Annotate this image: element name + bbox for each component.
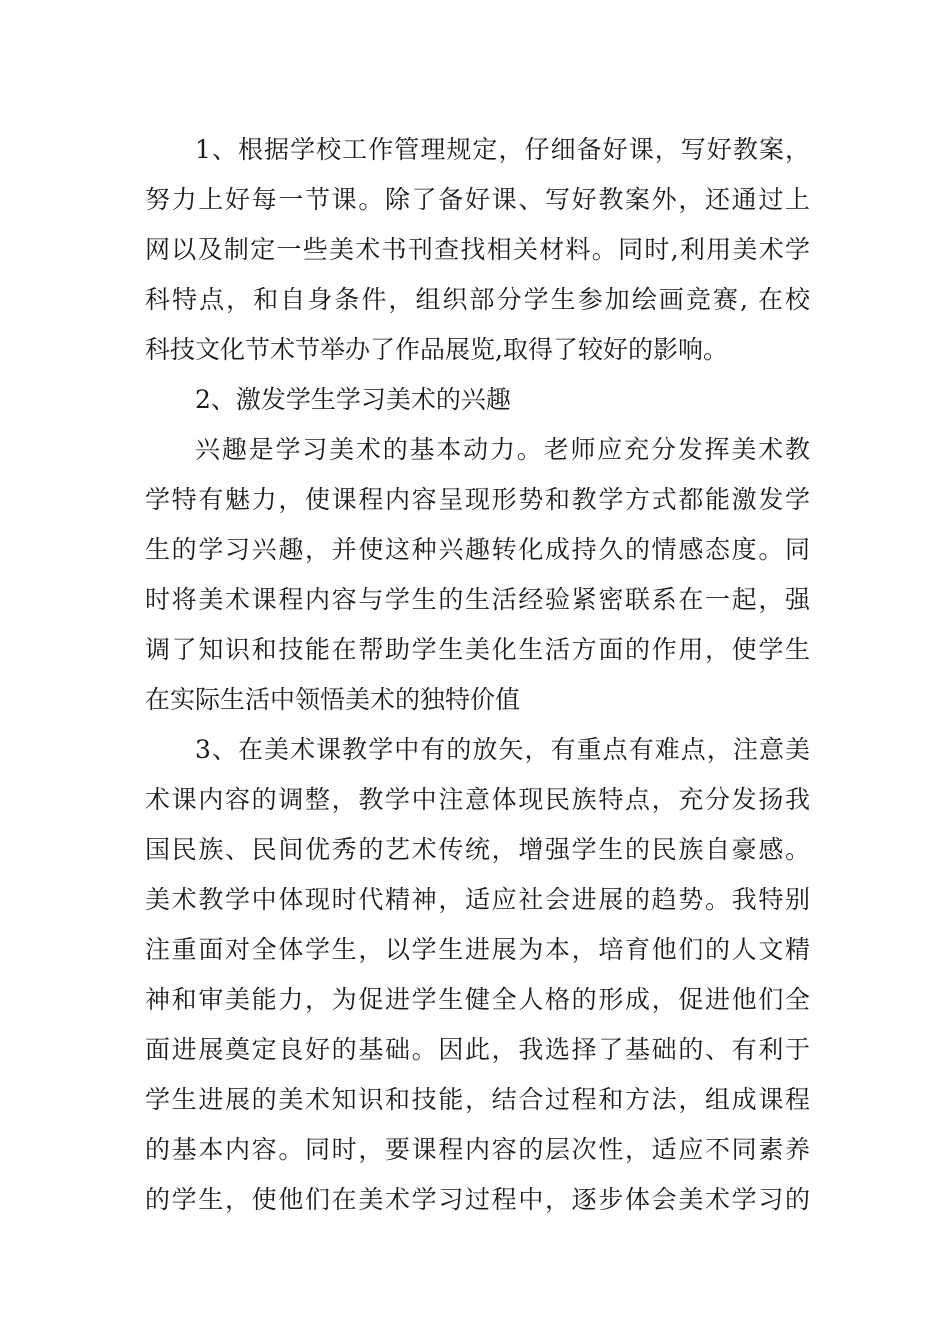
paragraph-3-line-5: 注重面对全体学生，以学生进展为本，培育他们的人文精 (145, 935, 810, 964)
paragraph-3-line-3: 国民族、民间优秀的艺术传统，增强学生的民族自豪感。 (145, 835, 810, 864)
paragraph-2-line-4: 时将美术课程内容与学生的生活经验紧密联系在一起，强 (145, 585, 810, 614)
paragraph-2-line-1: 兴趣是学习美术的基本动力。老师应充分发挥美术教 (195, 435, 810, 464)
paragraph-1-line-5: 科技文化节术节举办了作品展览,取得了较好的影响。 (145, 335, 728, 364)
paragraph-2-line-3: 生的学习兴趣，并使这种兴趣转化成持久的情感态度。同 (145, 535, 810, 564)
paragraph-3-line-7: 面进展奠定良好的基础。因此，我选择了基础的、有利于 (145, 1035, 810, 1064)
paragraph-2-line-2: 学特有魅力，使课程内容呈现形势和教学方式都能激发学 (145, 485, 810, 514)
section-heading-2: 2、激发学生学习美术的兴趣 (195, 385, 511, 414)
paragraph-3-line-10: 的学生，使他们在美术学习过程中，逐步体会美术学习的 (145, 1185, 810, 1214)
paragraph-3-line-1: 3、在美术课教学中有的放矢，有重点有难点，注意美 (195, 735, 810, 764)
paragraph-3-line-8: 学生进展的美术知识和技能，结合过程和方法，组成课程 (145, 1085, 810, 1114)
paragraph-3-line-6: 神和审美能力，为促进学生健全人格的形成，促进他们全 (145, 985, 810, 1014)
paragraph-2-line-5: 调了知识和技能在帮助学生美化生活方面的作用，使学生 (145, 635, 810, 664)
paragraph-3-line-9: 的基本内容。同时，要课程内容的层次性，适应不同素养 (145, 1135, 810, 1164)
paragraph-2-line-6: 在实际生活中领悟美术的独特价值 (145, 685, 521, 714)
paragraph-3-line-2: 术课内容的调整，教学中注意体现民族特点，充分发扬我 (145, 785, 810, 814)
paragraph-1-line-4: 科特点，和自身条件，组织部分学生参加绘画竞赛, 在校 (145, 285, 810, 314)
paragraph-1-line-2: 努力上好每一节课。除了备好课、写好教案外，还通过上 (145, 185, 810, 214)
paragraph-1-line-3: 网以及制定一些美术书刊查找相关材料。同时,利用美术学 (145, 235, 810, 264)
paragraph-3-line-4: 美术教学中体现时代精神，适应社会进展的趋势。我特别 (145, 885, 810, 914)
paragraph-1-line-1: 1、根据学校工作管理规定，仔细备好课，写好教案， (195, 135, 810, 164)
